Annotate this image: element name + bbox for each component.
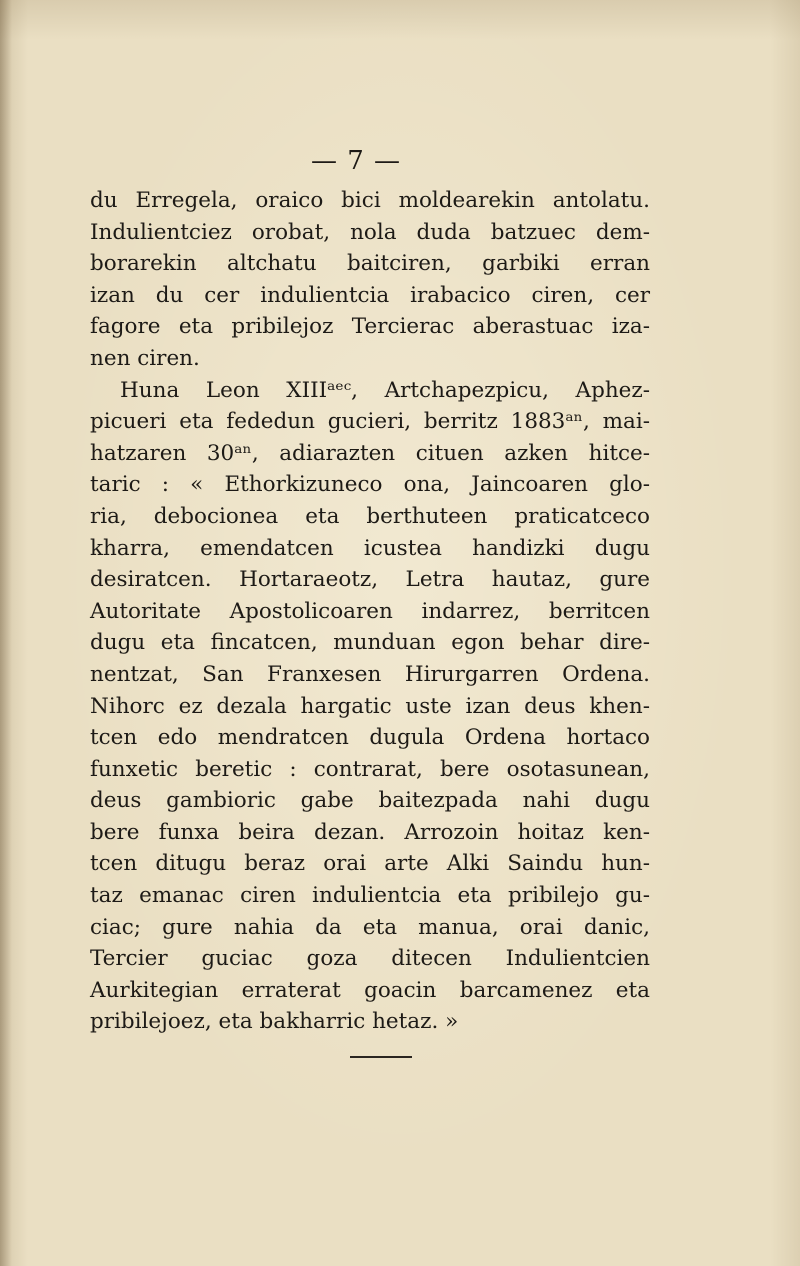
text-line: kharra, emendatcen icustea handizki dugu [90,535,650,561]
paper-stain-left [0,0,12,1266]
text-line: nen ciren. [90,345,200,371]
text-line: Autoritate Apostolicoaren indarrez, berritcen [90,598,650,624]
text-line: Tercier guciac goza ditecen Indulientcien [90,946,650,972]
text-line: tcen ditugu beraz orai arte Alki Saindu hun- [90,851,650,877]
text-line: hatzaren 30ᵃⁿ, adiarazten cituen azken hitce- [90,440,650,466]
body-text [90,185,650,1038]
text-line: bere funxa beira dezan. Arrozoin hoitaz ken- [90,819,650,845]
text-line: desiratcen. Hortaraeotz, Letra hautaz, gure [90,567,650,593]
text-line: Indulientciez orobat, nola duda batzuec dem- [90,219,650,245]
text-line: Aurkitegian erraterat goacin barcamenez eta [90,977,650,1003]
closing-rule [350,1056,412,1058]
text-line: picueri eta fededun gucieri, berritz 1883ᵃⁿ, mai- [90,409,650,435]
text-line: tcen edo mendratcen dugula Ordena hortaco [90,725,650,751]
text-line: taric : « Ethorkizuneco ona, Jaincoaren glo- [90,472,650,498]
text-line: deus gambioric gabe baitezpada nahi dugu [90,788,650,814]
text-line: Nihorc ez dezala hargatic uste izan deus khen- [90,693,650,719]
text-line: pribilejoez, eta bakharric hetaz. » [90,1009,459,1035]
page-number: — 7 — [310,146,402,176]
text-line: nentzat, San Franxesen Hirurgarren Ordena. [90,661,650,687]
text-line: du Erregela, oraico bici moldearekin antolatu. [90,188,650,213]
text-line: taz emanac ciren indulientcia eta pribilejo gu- [90,883,650,909]
text-line: ciac; gure nahia da eta manua, orai danic, [90,914,650,940]
text-line: borarekin altchatu baitciren, garbiki erran [90,251,650,277]
text-line: dugu eta fincatcen, munduan egon behar dire- [90,630,650,656]
text-line: ria, debocionea eta berthuteen praticatceco [90,503,650,529]
paper-stain-top [0,0,800,40]
text-line: fagore eta pribilejoz Tercierac aberastuac iza- [90,314,650,340]
text-line: Huna Leon XIIIᵃᵉᶜ, Artchapezpicu, Aphez- [120,377,650,403]
text-line: funxetic beretic : contrarat, bere osotasunean, [90,756,650,782]
text-line: izan du cer indulientcia irabacico ciren, cer [90,282,650,308]
